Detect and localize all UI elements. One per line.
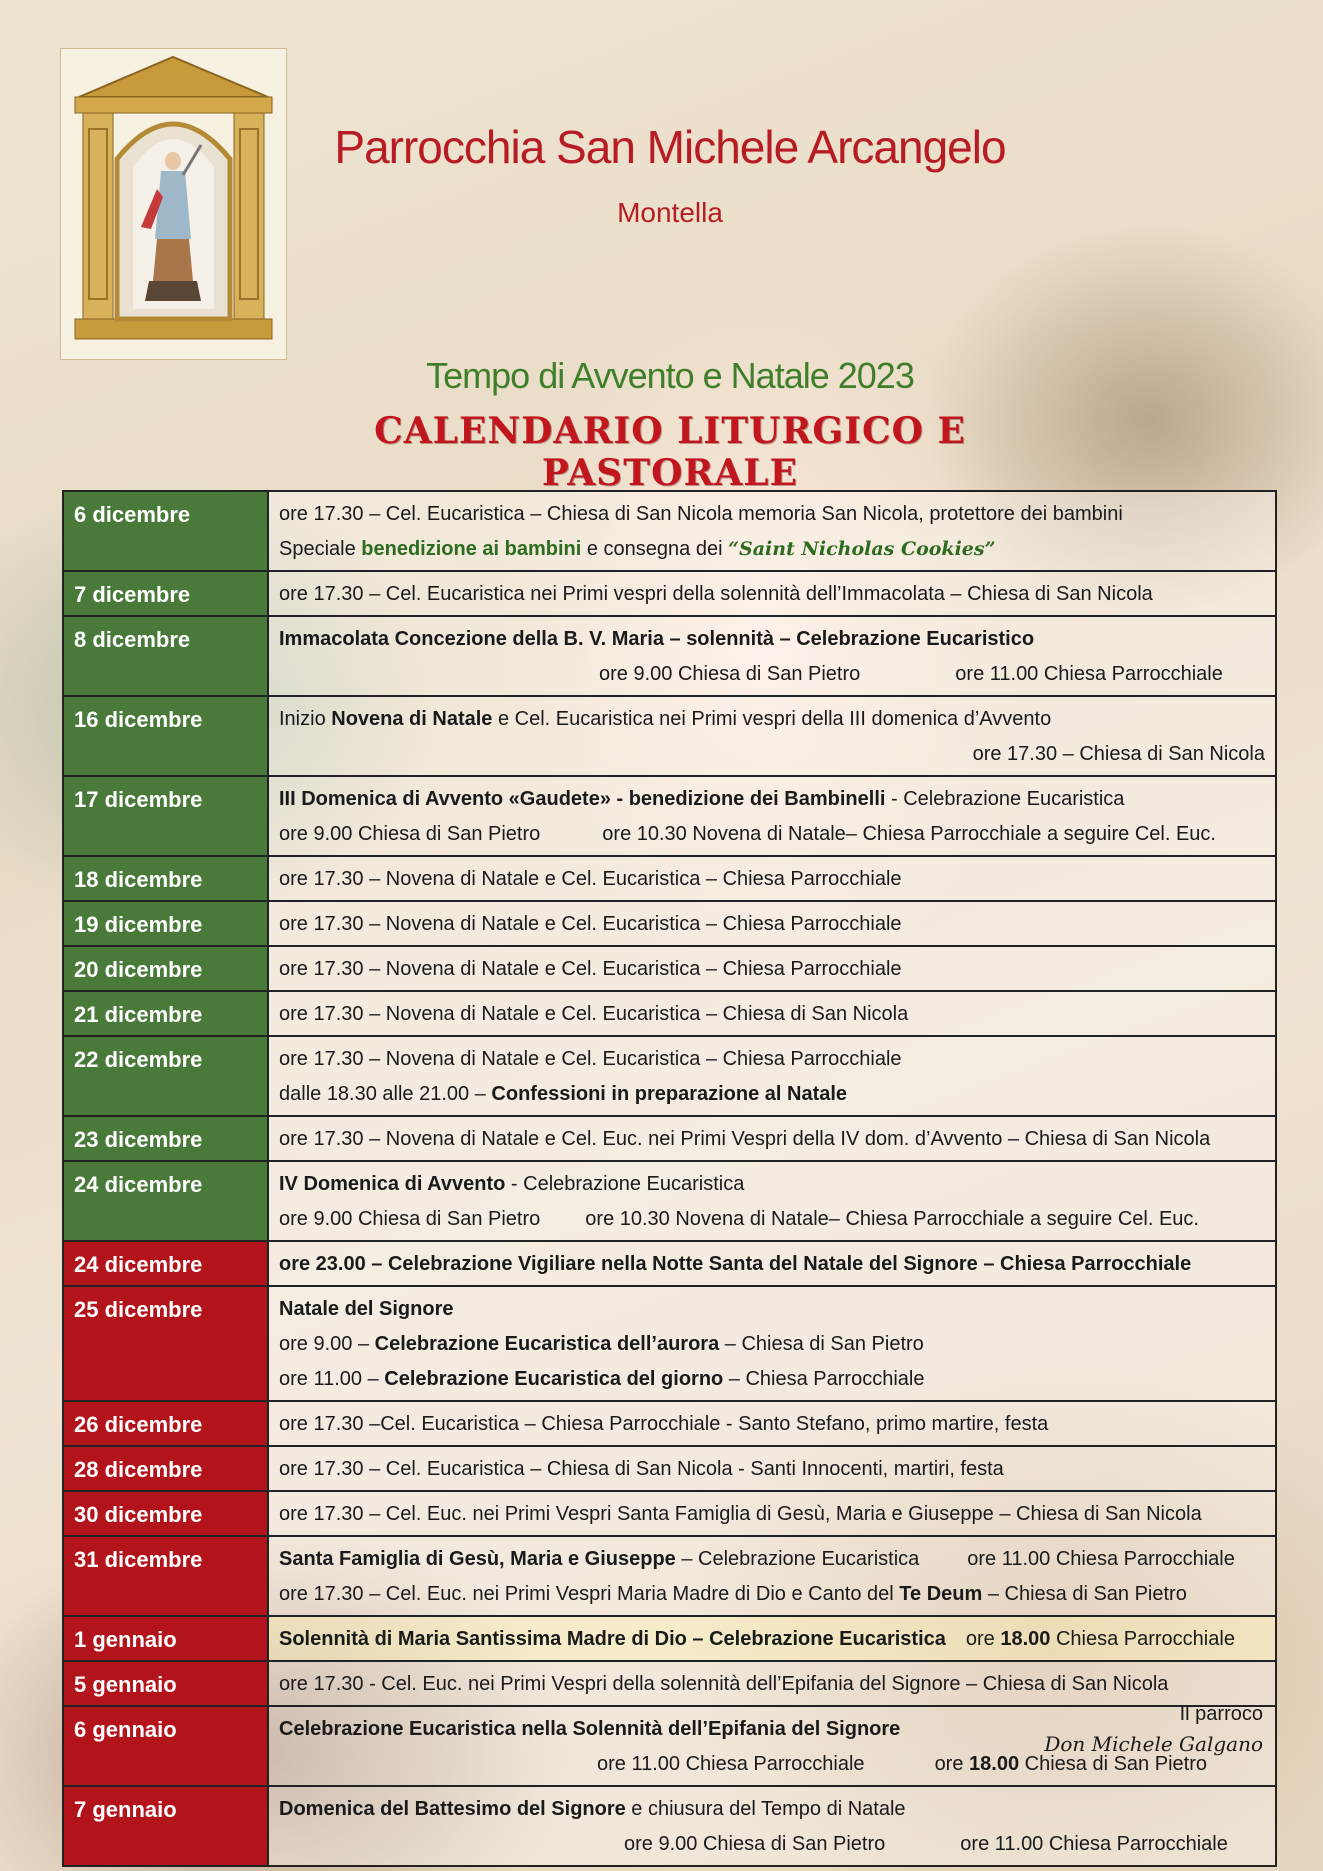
signature-role: Il parroco (1179, 1703, 1263, 1725)
event-text: Inizio (279, 708, 332, 730)
table-row (63, 1241, 1276, 1286)
signature-name: Don Michele Galgano (1044, 1732, 1263, 1756)
table-row (63, 1161, 1276, 1241)
table-row (63, 1616, 1276, 1661)
event-text: dalle 18.30 alle 21.00 – (279, 1083, 492, 1105)
event-text: Santa Famiglia di Gesù, Maria e Giuseppe (279, 1548, 676, 1570)
signature-block (1044, 1703, 1263, 1756)
table-row (63, 491, 1276, 571)
date-cell: 16 dicembre (63, 696, 268, 776)
event-line: ore 17.30 –Cel. Eucaristica – Chiesa Parrocchiale - Santo Stefano, primo martire, festa (279, 1413, 1049, 1435)
event-line: Celebrazione Eucaristica nella Solennità dell’Epifania del Signore (279, 1718, 901, 1740)
event-line (279, 782, 1265, 817)
event-cell (268, 1036, 1276, 1116)
event-line: ore 17.30 – Novena di Natale e Cel. Eucaristica – Chiesa Parrocchiale (279, 868, 902, 890)
cookies-text: “Saint Nicholas Cookies” (728, 538, 996, 560)
date-cell: 19 dicembre (63, 901, 268, 946)
event-cell (268, 1661, 1276, 1706)
event-cell (268, 1446, 1276, 1491)
event-cell (268, 1241, 1276, 1286)
event-text: ore 9.00 Chiesa di San Pietro (279, 1208, 541, 1230)
event-text: benedizione ai bambini (361, 538, 582, 560)
event-text: ore (934, 1753, 970, 1775)
date-cell: 6 gennaio (63, 1706, 268, 1786)
event-cell (268, 901, 1276, 946)
event-text: – Chiesa Parrocchiale (723, 1368, 925, 1390)
date-cell: 7 dicembre (63, 571, 268, 616)
table-row (63, 616, 1276, 696)
date-cell: 20 dicembre (63, 946, 268, 991)
event-text: ore 9.00 Chiesa di San Pietro (599, 663, 861, 685)
event-line: ore 17.30 – Novena di Natale e Cel. Eucaristica – Chiesa Parrocchiale (279, 1048, 902, 1070)
date-cell: 21 dicembre (63, 991, 268, 1036)
event-line: Immacolata Concezione della B. V. Maria – solennità – Celebrazione Eucaristico (279, 628, 1035, 650)
table-row (63, 856, 1276, 901)
event-line: ore 17.30 – Cel. Eucaristica – Chiesa di San Nicola memoria San Nicola, protettore dei bambini (279, 503, 1123, 525)
calendar-heading: CALENDARIO LITURGICO E PASTORALE (374, 410, 966, 494)
event-text: ore 11.00 Chiesa Parrocchiale (955, 663, 1223, 685)
date-cell: 23 dicembre (63, 1116, 268, 1161)
date-cell: 31 dicembre (63, 1536, 268, 1616)
date-cell: 6 dicembre (63, 491, 268, 571)
date-cell: 28 dicembre (63, 1446, 268, 1491)
event-text: Chiesa Parrocchiale (1050, 1628, 1235, 1650)
event-cell (268, 1401, 1276, 1446)
season-title: Tempo di Avvento e Natale 2023 (426, 355, 914, 396)
event-cell (268, 571, 1276, 616)
church-altar-image (60, 48, 287, 360)
date-cell: 1 gennaio (63, 1616, 268, 1661)
table-row (63, 1401, 1276, 1446)
event-text: ore 10.30 Novena di Natale– Chiesa Parrocchiale a seguire Cel. Euc. (602, 823, 1216, 845)
event-line (279, 1077, 1265, 1112)
event-cell (268, 616, 1276, 696)
date-cell: 8 dicembre (63, 616, 268, 696)
parish-title: Parrocchia San Michele Arcangelo (334, 121, 1006, 173)
event-line: ore 17.30 – Cel. Euc. nei Primi Vespri Santa Famiglia di Gesù, Maria e Giuseppe – Chiesa di San Nicola (279, 1503, 1202, 1525)
event-text: ore 11.00 Chiesa Parrocchiale (960, 1833, 1228, 1855)
table-row (63, 1491, 1276, 1536)
event-line (279, 1362, 1265, 1397)
table-row (63, 696, 1276, 776)
event-cell (268, 1116, 1276, 1161)
event-cell (268, 856, 1276, 901)
table-row (63, 946, 1276, 991)
event-text: Chiesa di San Pietro (1019, 1753, 1207, 1775)
table-row (63, 991, 1276, 1036)
event-cell (268, 1161, 1276, 1241)
event-cell (268, 991, 1276, 1036)
event-text: e consegna dei (581, 538, 729, 560)
event-text: Domenica del Battesimo del Signore (279, 1798, 626, 1820)
table-row (63, 1446, 1276, 1491)
event-line (279, 817, 1265, 852)
event-line (279, 1202, 1265, 1237)
event-text: ore 11.00 – (279, 1368, 385, 1390)
event-text: Confessioni in preparazione al Natale (491, 1083, 848, 1105)
event-cell (268, 946, 1276, 991)
table-row (63, 901, 1276, 946)
event-text: e chiusura del Tempo di Natale (625, 1798, 906, 1820)
table-row (63, 1536, 1276, 1616)
event-line (279, 1577, 1265, 1612)
event-cell (268, 1616, 1276, 1661)
event-line: ore 17.30 – Novena di Natale e Cel. Eucaristica – Chiesa Parrocchiale (279, 958, 902, 980)
event-text: Speciale (279, 538, 362, 560)
date-cell: 30 dicembre (63, 1491, 268, 1536)
table-row (63, 1286, 1276, 1401)
date-cell: 7 gennaio (63, 1786, 268, 1866)
date-cell: 18 dicembre (63, 856, 268, 901)
event-cell (268, 1536, 1276, 1616)
event-text: ore 11.00 Chiesa Parrocchiale (967, 1548, 1235, 1570)
event-line (279, 1827, 1265, 1862)
event-line: ore 17.30 – Cel. Eucaristica – Chiesa di San Nicola - Santi Innocenti, martiri, festa (279, 1458, 1004, 1480)
table-row (63, 776, 1276, 856)
table-row (63, 1786, 1276, 1866)
event-line: ore 17.30 - Cel. Euc. nei Primi Vespri della solennità dell’Epifania del Signore – Chiesa di San Nicola (279, 1673, 1169, 1695)
event-cell (268, 776, 1276, 856)
event-text: ore 9.00 Chiesa di San Pietro (279, 823, 541, 845)
event-text: ore 11.00 Chiesa Parrocchiale (597, 1753, 865, 1775)
event-cell (268, 1491, 1276, 1536)
event-line (279, 1622, 1265, 1657)
altar-icon (61, 49, 286, 359)
table-row (63, 1116, 1276, 1161)
event-text: ore 9.00 Chiesa di San Pietro (624, 1833, 886, 1855)
event-line: ore 23.00 – Celebrazione Vigiliare nella Notte Santa del Natale del Signore – Chiesa Parrocchiale (279, 1253, 1192, 1275)
event-text: ore 10.30 Novena di Natale– Chiesa Parrocchiale a seguire Cel. Euc. (585, 1208, 1199, 1230)
event-text: – Celebrazione Eucaristica (675, 1548, 920, 1570)
event-line (279, 1327, 1265, 1362)
date-cell: 26 dicembre (63, 1401, 268, 1446)
event-text: – Chiesa di San Pietro (982, 1583, 1187, 1605)
date-cell: 17 dicembre (63, 776, 268, 856)
date-cell: 25 dicembre (63, 1286, 268, 1401)
event-line (279, 702, 1265, 737)
calendar-table (62, 490, 1277, 1867)
event-line (279, 1542, 1265, 1577)
event-text: Solennità di Maria Santissima Madre di Dio – Celebrazione Eucaristica (279, 1628, 946, 1650)
event-text: Celebrazione Eucaristica dell’aurora (374, 1333, 720, 1355)
event-line: ore 17.30 – Novena di Natale e Cel. Euc. nei Primi Vespri della IV dom. d’Avvento – Chiesa di San Nicola (279, 1128, 1211, 1150)
event-line: ore 17.30 – Cel. Eucaristica nei Primi vespri della solennità dell’Immacolata – Chiesa di San Nicola (279, 583, 1153, 605)
event-line (279, 1167, 1265, 1202)
event-line: Natale del Signore (279, 1298, 454, 1320)
event-text: ore 17.30 – Cel. Euc. nei Primi Vespri Maria Madre di Dio e Canto del (279, 1583, 900, 1605)
event-text: Te Deum (899, 1583, 983, 1605)
event-text: ore 9.00 – (279, 1333, 375, 1355)
event-text: Novena di Natale (331, 708, 493, 730)
date-cell: 24 dicembre (63, 1241, 268, 1286)
event-text: - Celebrazione Eucaristica (505, 1173, 745, 1195)
event-text: e Cel. Eucaristica nei Primi vespri della III domenica d’Avvento (492, 708, 1052, 730)
event-text: - Celebrazione Eucaristica (885, 788, 1125, 810)
event-text: IV Domenica di Avvento (279, 1173, 506, 1195)
event-cell (268, 696, 1276, 776)
event-cell (268, 491, 1276, 571)
date-cell: 24 dicembre (63, 1161, 268, 1241)
event-line: ore 17.30 – Chiesa di San Nicola (972, 743, 1265, 765)
date-cell: 22 dicembre (63, 1036, 268, 1116)
event-text: – Chiesa di San Pietro (719, 1333, 924, 1355)
event-text: 18.00 (969, 1753, 1020, 1775)
table-row (63, 1036, 1276, 1116)
event-text: III Domenica di Avvento «Gaudete» - benedizione dei Bambinelli (279, 788, 886, 810)
town-subtitle: Montella (617, 197, 723, 228)
table-row (63, 571, 1276, 616)
table-row (63, 1661, 1276, 1706)
event-cell (268, 1786, 1276, 1866)
event-cell (268, 1286, 1276, 1401)
event-line: ore 17.30 – Novena di Natale e Cel. Eucaristica – Chiesa Parrocchiale (279, 913, 902, 935)
event-text: ore (965, 1628, 1001, 1650)
event-line (279, 1792, 1265, 1827)
event-text: Celebrazione Eucaristica del giorno (384, 1368, 724, 1390)
date-cell: 5 gennaio (63, 1661, 268, 1706)
event-line (279, 532, 1265, 567)
event-text: 18.00 (1000, 1628, 1051, 1650)
event-line: ore 17.30 – Novena di Natale e Cel. Eucaristica – Chiesa di San Nicola (279, 1003, 909, 1025)
event-line (279, 657, 1265, 692)
